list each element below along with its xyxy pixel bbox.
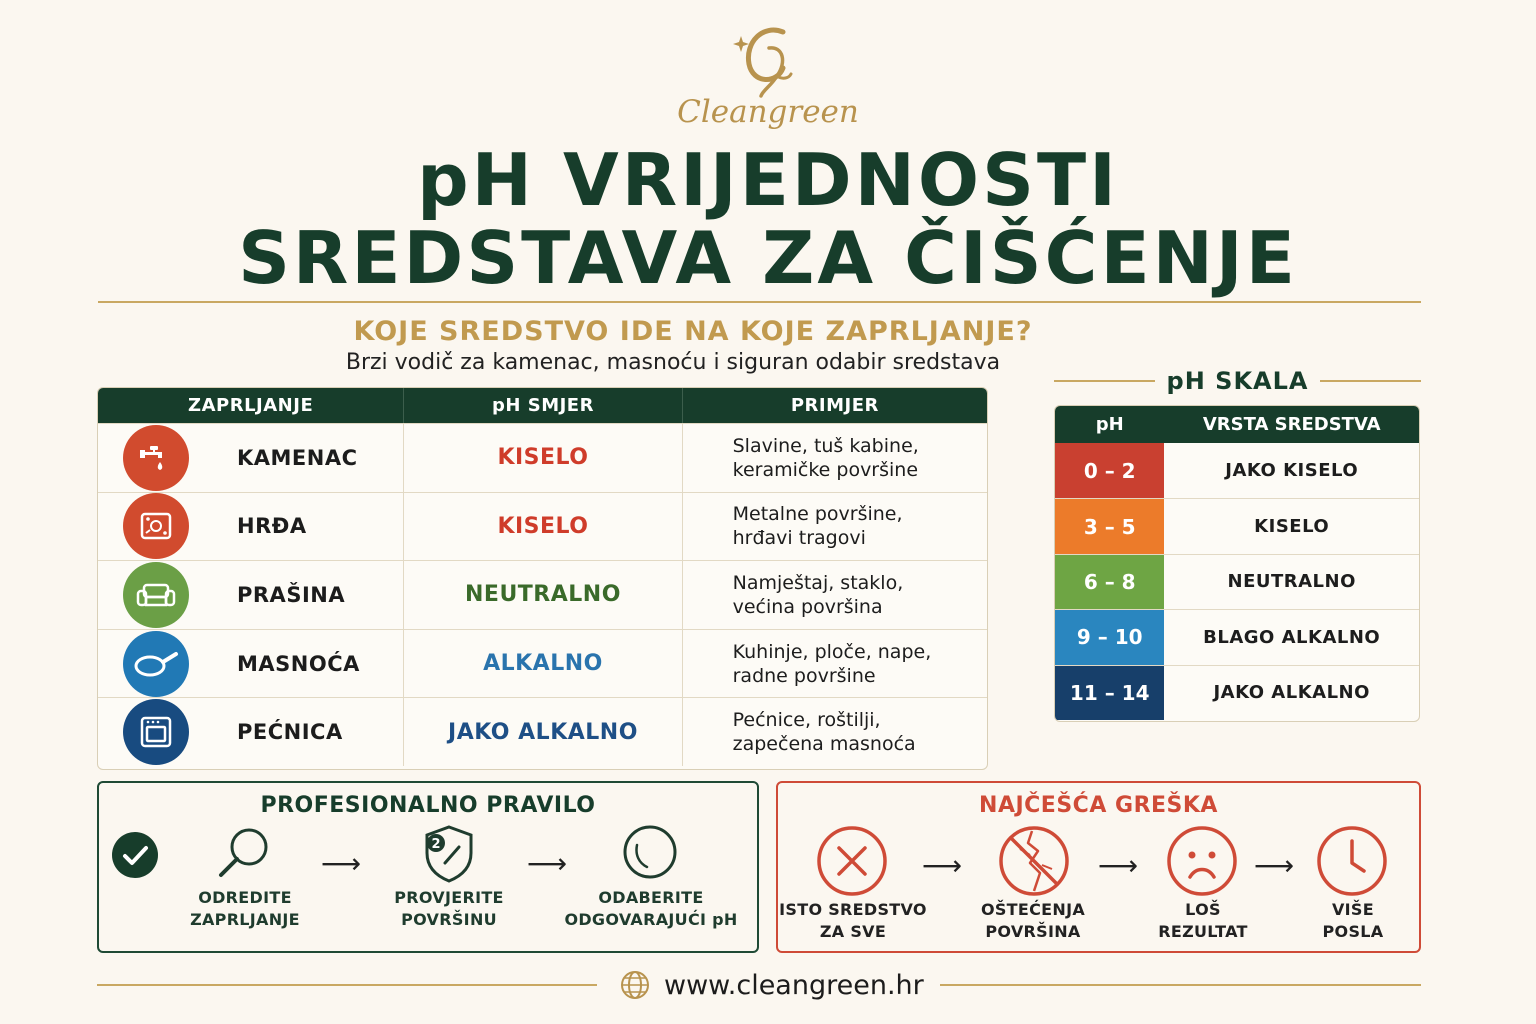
cleaning-guide-table [97,387,988,770]
ph-range: 0 – 2 [1055,443,1164,498]
table-row [98,423,987,492]
header-ph: pH [1095,414,1124,435]
arrow-icon: ⟶ [1098,849,1139,882]
header-ph-direction: pH SMJER [404,388,682,423]
example-text [683,424,987,492]
ph-scale-row [1055,665,1419,720]
common-mistake-box [776,781,1421,953]
ph-scale-heading [1054,366,1421,396]
professional-rule-title: PROFESIONALNO PRAVILO [260,793,596,818]
condition-label: MASNOĆA [237,651,360,676]
ph-scale-row [1055,609,1419,664]
rule-step-label [379,887,519,931]
gold-divider [1320,380,1421,382]
header-example: PRIMJER [790,395,879,416]
example-line: Pećnice, roštilji, [732,709,881,732]
step-line: ZAPRLJANJE [190,910,300,929]
professional-rule-box [97,781,759,953]
common-mistake-title: NAJČEŠĆA GREŠKA [979,793,1218,818]
website-link[interactable]: www.cleangreen.hr [664,969,924,1001]
rule-step-label [561,887,741,931]
ph-range: 9 – 10 [1055,610,1164,664]
sofa-icon [123,562,189,628]
faucet-icon [123,425,189,491]
example-line: Slavine, tuš kabine, [732,434,919,457]
check-circle-icon [111,831,159,879]
example-line: hrđavi tragovi [732,527,866,550]
ph-scale-title: pH SKALA [1166,367,1309,395]
arrow-icon: ⟶ [527,847,568,880]
table-row [98,560,987,629]
step-line: VIŠE [1332,900,1374,919]
mistake-step-label [1288,899,1418,943]
page-title-line-2: SREDSTAVA ZA ČIŠĆENJE [238,216,1298,300]
ph-scale-row [1055,554,1419,609]
example-line: Metalne površine, [732,503,903,526]
gold-divider [97,984,597,986]
example-line: Kuhinje, ploče, nape, [732,640,932,663]
ph-range: 11 – 14 [1055,666,1164,720]
condition-label: PRAŠINA [237,582,346,607]
step-line: OŠTEĆENJA [980,900,1086,919]
ph-scale-row [1055,443,1419,498]
ph-direction: NEUTRALNO [404,561,682,629]
tagline: Brzi vodič za kamenac, masnoću i siguran odabir sredstava [345,350,1001,375]
example-line: zapečena masnoća [732,733,916,756]
example-line: Namještaj, staklo, [732,571,904,594]
example-line: većina površina [732,595,883,618]
example-text [683,561,987,629]
gold-divider [940,984,1421,986]
example-text [683,493,987,561]
arrow-icon: ⟶ [1254,849,1295,882]
agent-type: KISELO [1254,516,1330,538]
step-line: ODREDITE [198,888,292,907]
ph-direction: KISELO [404,424,682,492]
step-line: ODGOVARAJUĆI pH [564,910,738,929]
table-row [98,492,987,561]
condition-label: KAMENAC [237,445,358,470]
header-agent-type: VRSTA SREDSTVA [1202,414,1381,435]
ph-range: 6 – 8 [1055,555,1164,609]
step-line: POSLA [1322,922,1384,941]
shield-icon [419,823,479,885]
step-line: ISTO SREDSTVO [779,900,927,919]
ph-scale-table [1054,405,1420,722]
circle-icon [621,823,679,881]
oven-icon [123,699,189,765]
rule-step-label [177,887,313,931]
shield-number: 2 [431,837,441,852]
cg-monogram-icon [723,18,813,98]
step-line: REZULTAT [1158,922,1248,941]
table-row [98,697,987,766]
brand-name: Cleangreen [677,94,859,130]
x-circle-icon [816,825,888,897]
table-header [98,388,987,423]
mistake-step-label [778,899,928,943]
example-line: radne površine [732,664,876,687]
condition-label: HRĐA [237,514,307,539]
ph-direction: ALKALNO [404,630,682,698]
rust-icon [123,493,189,559]
mistake-step-label [1138,899,1268,943]
condition-label: PEĆNICA [237,720,343,745]
clock-icon [1316,825,1388,897]
frying-pan-icon [123,631,189,697]
step-line: LOŠ [1185,900,1221,919]
agent-type: BLAGO ALKALNO [1203,626,1381,648]
ph-direction: JAKO ALKALNO [404,698,682,766]
arrow-icon: ⟶ [321,847,362,880]
footer-website[interactable] [620,966,940,1004]
globe-icon [620,970,650,1000]
header-condition: ZAPRLJANJE [98,388,404,423]
example-text [683,630,987,698]
mistake-step-label [958,899,1108,943]
ph-range: 3 – 5 [1055,499,1164,553]
step-line: ZA SVE [819,922,887,941]
magnifier-icon [215,823,275,883]
example-text [683,698,987,766]
page-title-line-1: pH VRIJEDNOSTI [417,138,1119,222]
step-line: POVRŠINU [401,910,497,929]
cracked-circle-icon [998,825,1070,897]
step-line: POVRŠINA [985,922,1081,941]
step-line: PROVJERITE [394,888,504,907]
agent-type: JAKO KISELO [1225,460,1359,482]
subtitle: KOJE SREDSTVO IDE NA KOJE ZAPRLJANJE? [353,316,1033,347]
arrow-icon: ⟶ [922,849,963,882]
sad-face-icon [1166,825,1238,897]
step-line: ODABERITE [598,888,704,907]
ph-scale-header [1055,406,1419,443]
agent-type: NEUTRALNO [1227,571,1356,593]
gold-divider [98,301,1421,303]
example-line: keramičke površine [732,458,919,481]
gold-divider [1054,380,1155,382]
table-row [98,629,987,698]
agent-type: JAKO ALKALNO [1213,682,1370,704]
ph-scale-row [1055,498,1419,553]
ph-direction: KISELO [404,493,682,561]
brand-logo [668,18,868,130]
